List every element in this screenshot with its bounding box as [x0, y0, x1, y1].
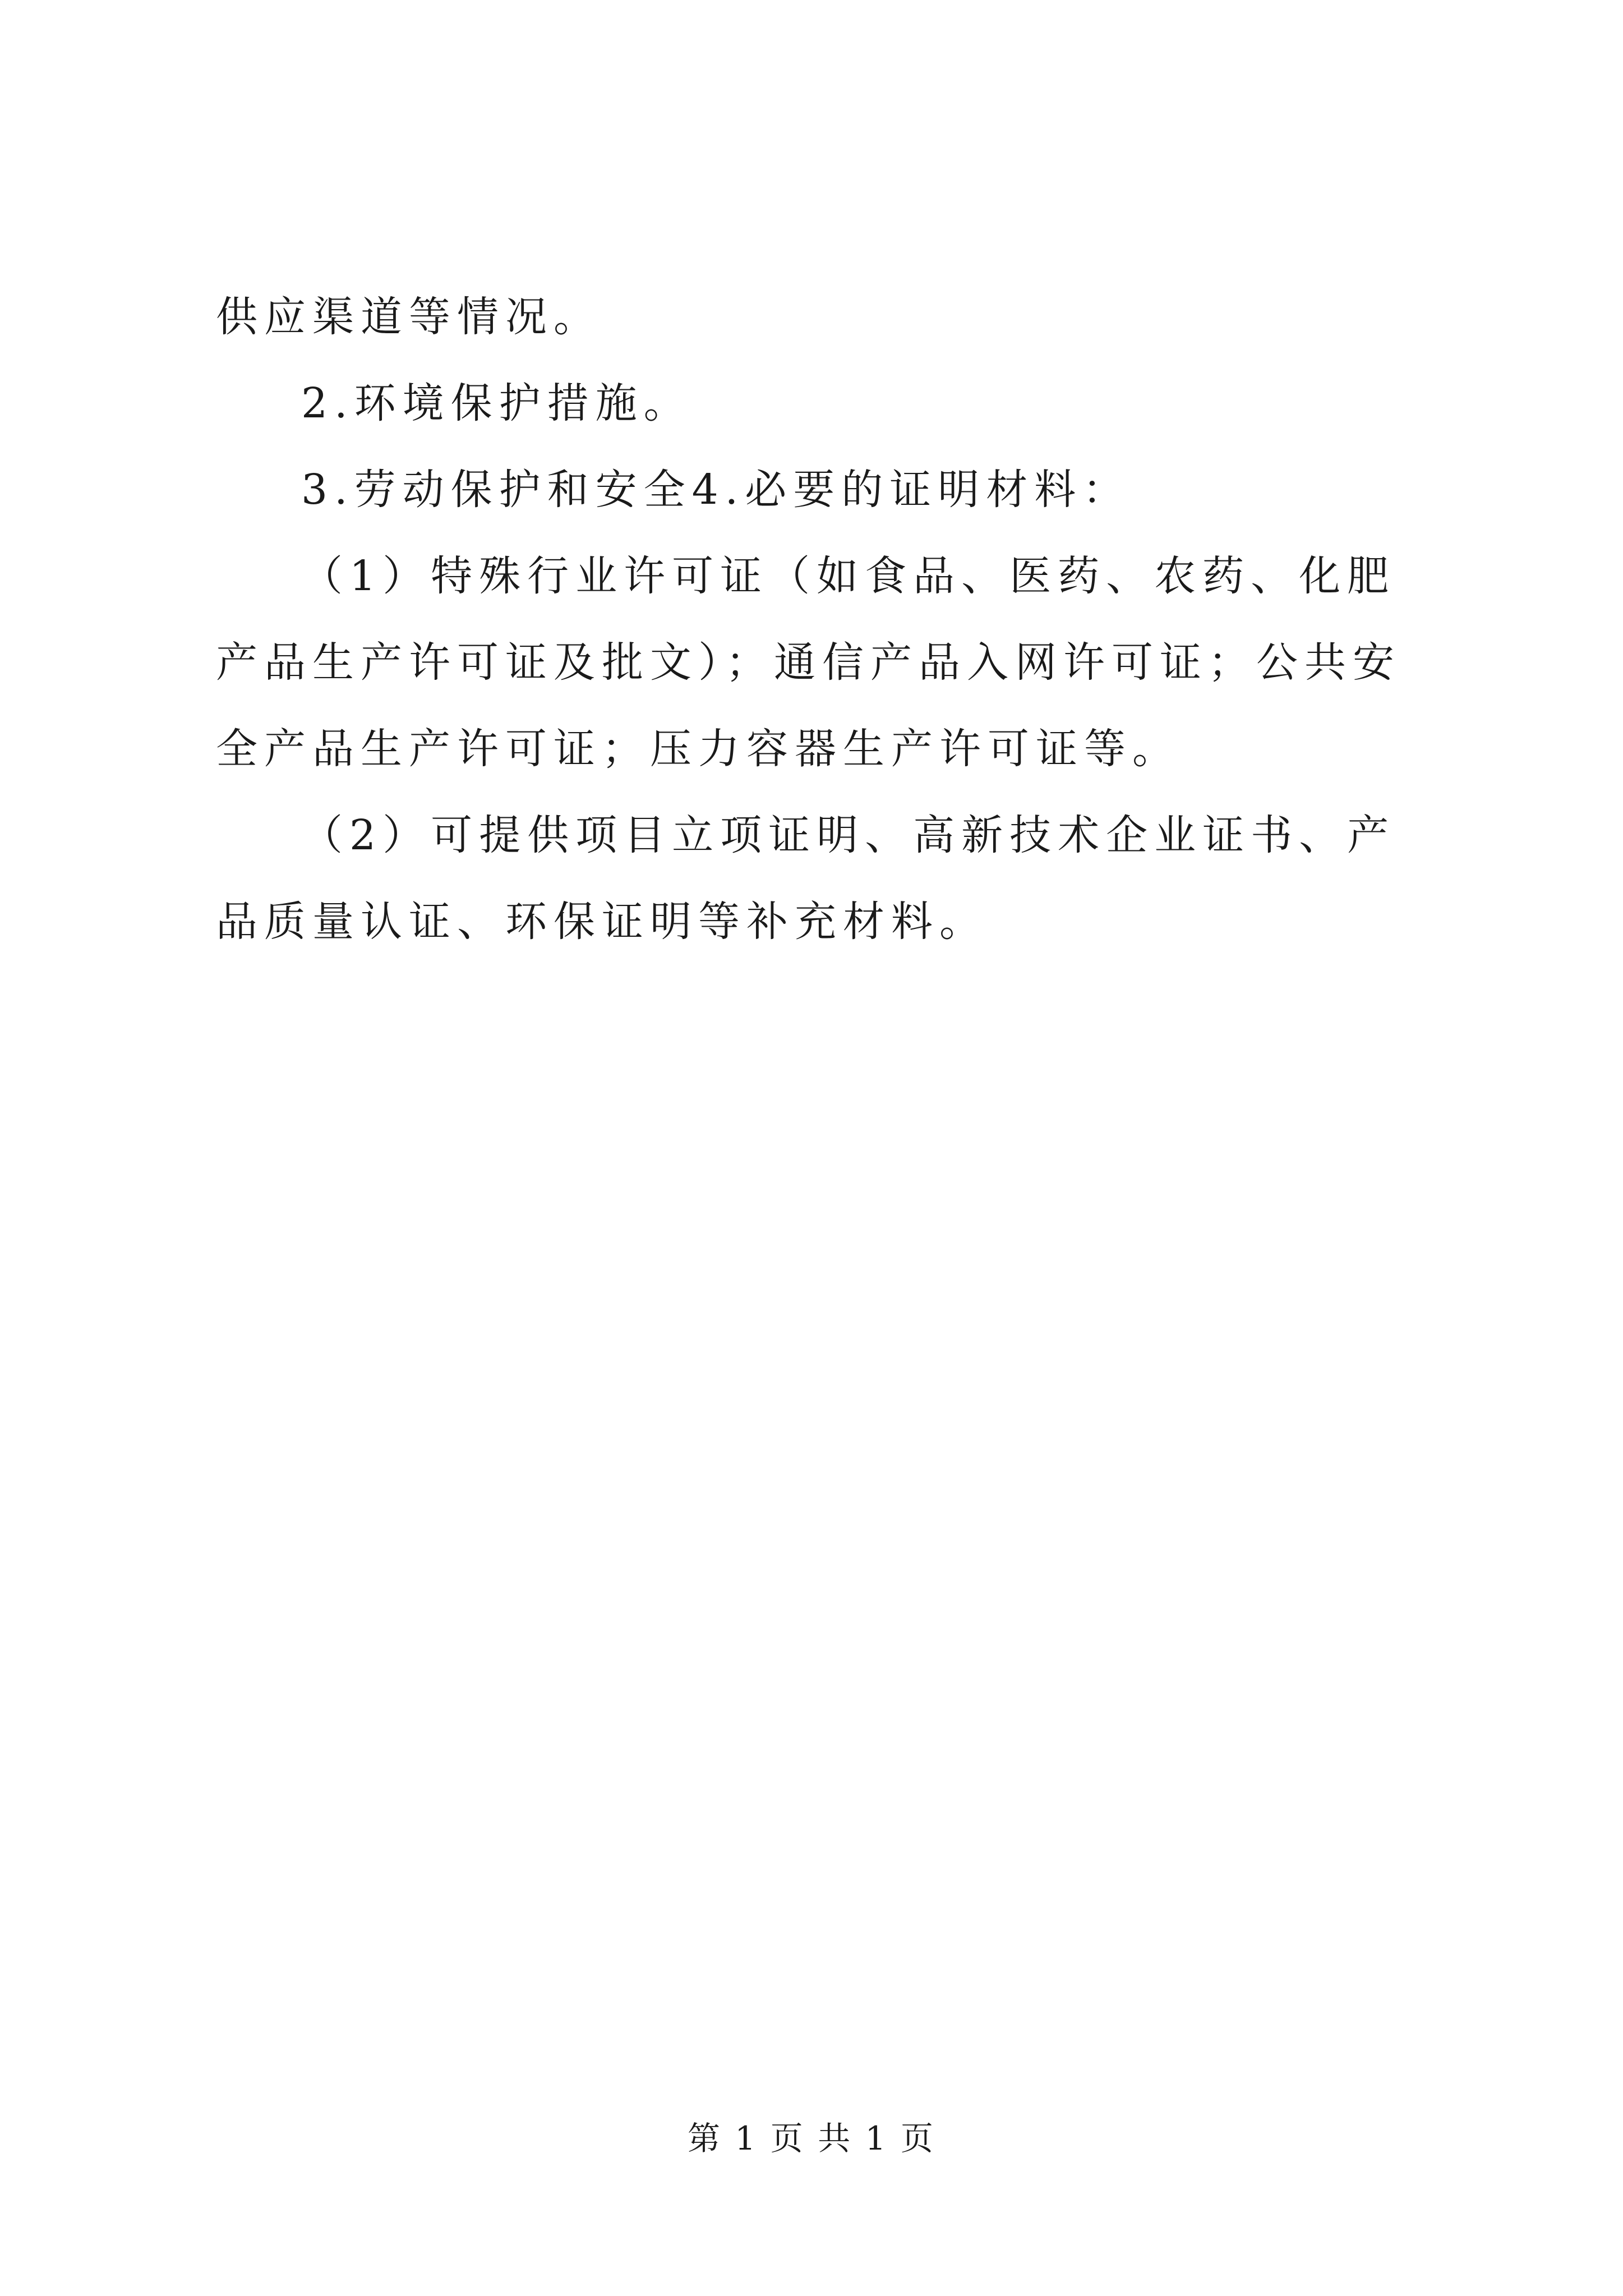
paragraph-labor-safety: 3.劳动保护和安全4.必要的证明材料：	[301, 466, 1131, 514]
document-body	[216, 274, 1422, 965]
paragraph-supplementary-materials: （2）可提供项目立项证明、高新技术企业证书、产品质量认证、环保证明等补充材料。	[216, 811, 1396, 946]
paragraph-environmental-protection: 2.环境保护措施。	[301, 379, 692, 427]
page-footer: 第 1 页 共 1 页	[688, 2119, 935, 2157]
paragraph-supply-channels: 供应渠道等情况。	[216, 293, 602, 341]
paragraph-special-licenses: （1）特殊行业许可证（如食品、医药、农药、化肥产品生产许可证及批文）；通信产品入网许可证；公共安全产品生产许可证；压力容器生产许可证等。	[216, 552, 1401, 773]
